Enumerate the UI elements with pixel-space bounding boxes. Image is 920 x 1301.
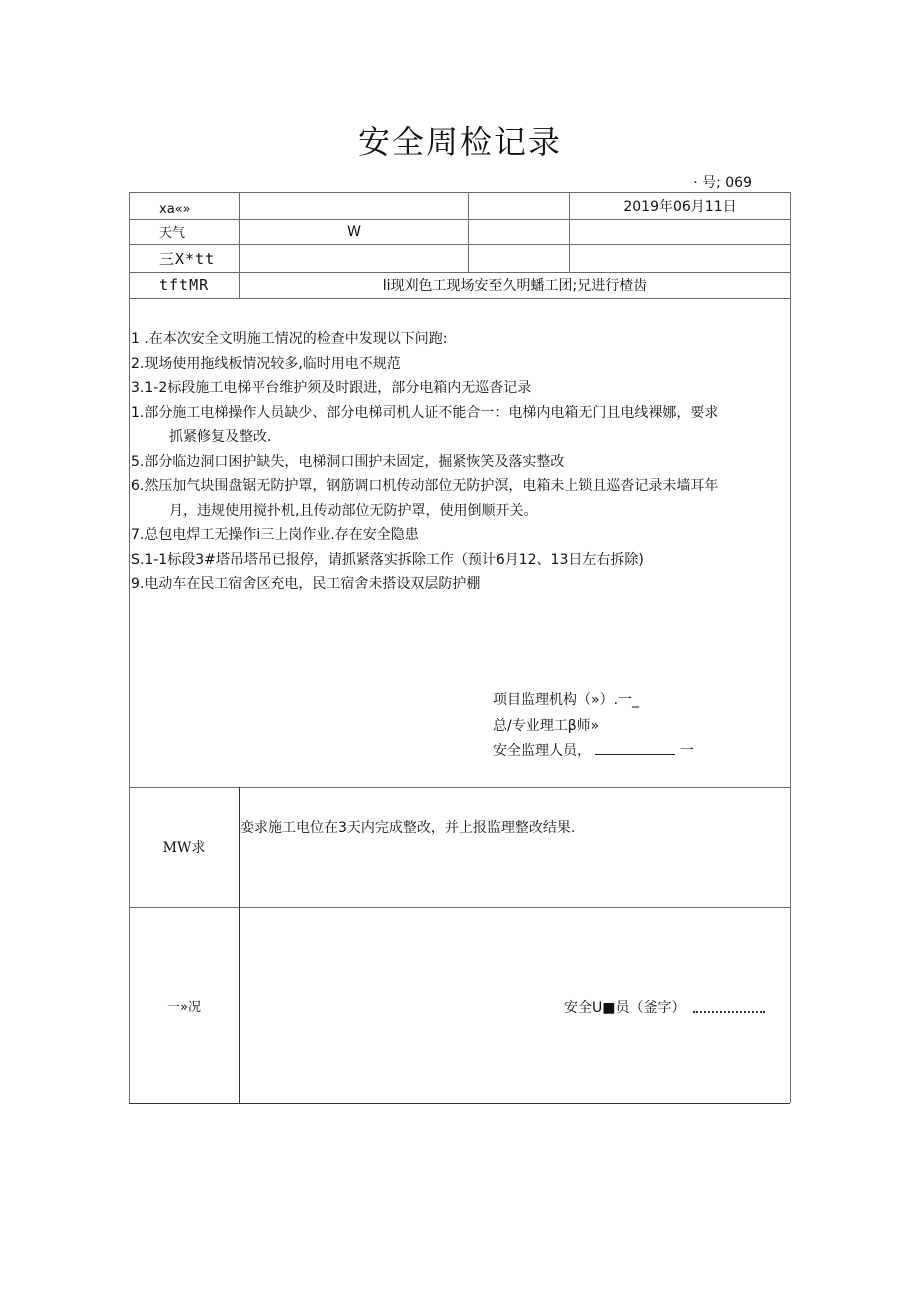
project-name-value <box>240 192 468 219</box>
safety-officer-signature-label: 安全U■员（釜字） <box>564 1000 686 1016</box>
requirement-text: 娈求施工电位在3天内完成整改，并上报监理整改结果. <box>240 820 576 836</box>
issue-line: 1.部分施工电梯操作人员缺少、部分电梯司机人证不能合一：电梯内电箱无门且电线裸娜，要求 <box>131 404 719 421</box>
safety-supervisor-line <box>493 739 694 765</box>
requirement-label: MW求 <box>162 840 206 856</box>
issue-line: 6.然压加气块围盘锯无防护罩，钢筋调口机传动部位无防护溟，电箱未上锁且巡沓记录未墙耳年 <box>131 478 719 494</box>
rectification-status-label: 一»况 <box>167 999 201 1015</box>
safety-supervisor-label: 安全监理人员， <box>493 743 591 759</box>
issues-list <box>131 327 786 597</box>
row2-col3 <box>470 219 569 244</box>
weather-label: 天气 <box>159 226 186 241</box>
issue-line: 9.电动车在民工宿舍区充电，民工宿舍未搭设双层防护棚 <box>131 576 481 592</box>
row3-col2 <box>240 244 468 272</box>
inspection-content-value: li现刈色工现场安至久明蟠工团;兄进行楂齿 <box>382 278 648 294</box>
row-divider <box>129 298 790 299</box>
weather-value: W <box>347 223 361 240</box>
safety-officer-signature <box>564 997 765 1017</box>
row2-col4 <box>570 219 790 244</box>
issue-line-continued: 月，违规使用搅扑机,且传动部位无防护罩，使用倒顺开关。 <box>169 502 538 519</box>
issue-line: 3.1-2标段施工电梯平台维护须及时跟进，部分电箱内无巡沓记录 <box>131 380 532 396</box>
inspection-table <box>129 192 790 1103</box>
row1-col3 <box>470 192 569 219</box>
signature-dotted-line[interactable] <box>693 1001 765 1013</box>
row3-col3 <box>470 244 569 272</box>
issue-line: 2.现场使用拖线板情况较多,临时用电不规范 <box>131 355 401 372</box>
issue-line: 5.部分临边洞口困护缺失，电梯洞口围护未固定，掘紧恢笑及落实整改 <box>131 453 565 470</box>
supervision-agency: 项目监理机构（»）.一_ <box>493 692 640 708</box>
supervision-signatures <box>493 688 694 765</box>
row3-col4 <box>570 244 790 272</box>
signature-blank[interactable] <box>595 742 675 755</box>
chief-engineer: 总/专业理工β师» <box>493 717 600 734</box>
document-title: 安全周检记录 <box>357 123 562 161</box>
issue-line: 1 .在本次安全文明施工情况的检查中发现以下问跑: <box>131 331 448 347</box>
document-number: · 号; 069 <box>693 175 752 191</box>
safety-supervisor-suffix: 一 <box>679 743 694 759</box>
issue-line-continued: 抓紧修复及整改. <box>169 429 272 445</box>
inspection-date: 2019年06月11日 <box>623 198 737 215</box>
issue-line: 7.总包电焊工无操作i三上岗作业.存在安全隐患 <box>131 527 419 543</box>
column-divider <box>468 192 469 272</box>
inspection-content-label: tftMR <box>159 276 210 294</box>
table-border-right <box>790 192 791 1103</box>
project-name-label: xa«» <box>159 202 191 217</box>
row3-label: 三X*tt <box>159 249 216 268</box>
table-border-bottom <box>129 1103 790 1104</box>
issue-line: S.1-1标段3#塔吊塔吊已报停，请抓紧落实拆除工作（预计6月12、13日左右拆除) <box>131 551 644 568</box>
